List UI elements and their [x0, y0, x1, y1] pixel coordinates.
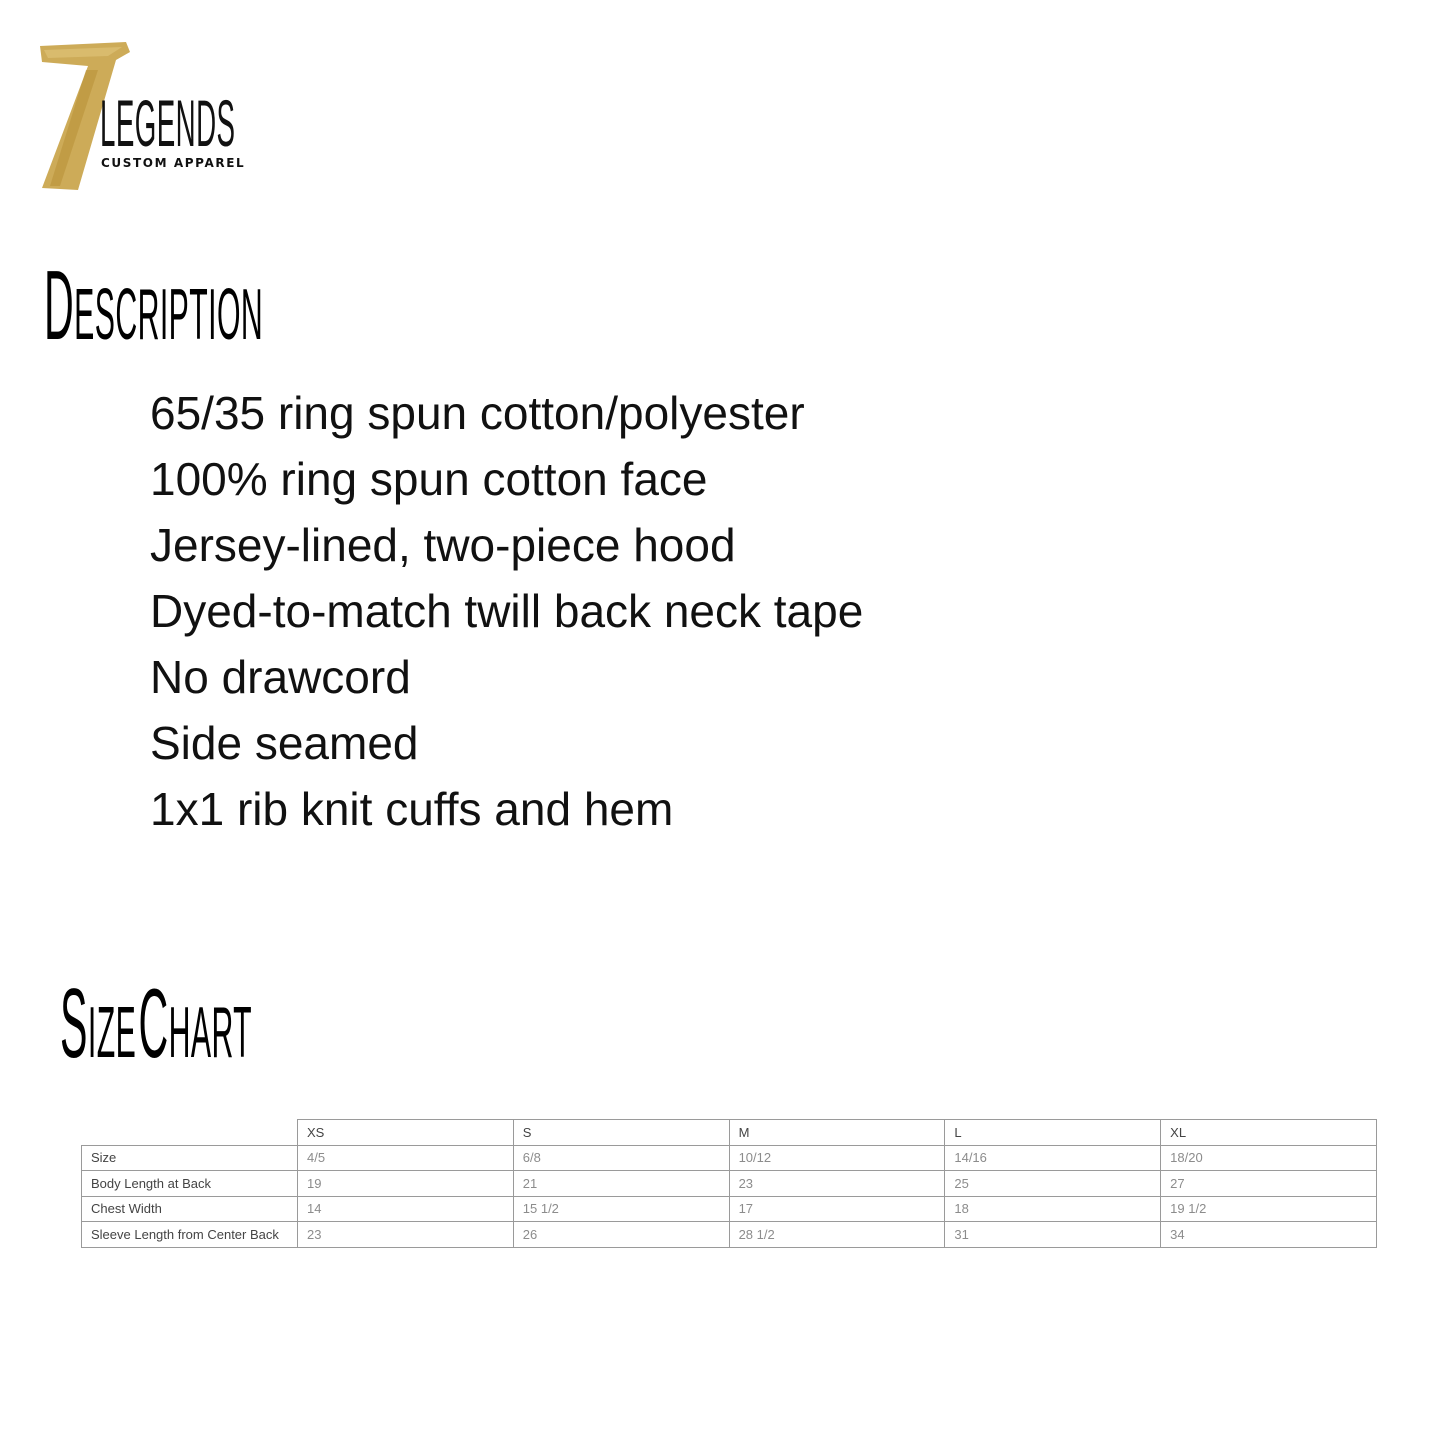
- table-cell: 26: [513, 1222, 729, 1248]
- table-cell: 23: [729, 1171, 945, 1197]
- brand-logo: [38, 40, 258, 192]
- description-list: [150, 380, 863, 842]
- description-item: 65/35 ring spun cotton/polyester: [150, 387, 805, 439]
- table-cell: 14: [297, 1196, 513, 1222]
- column-header: L: [945, 1120, 1161, 1146]
- size-chart-table: [81, 1119, 1377, 1248]
- table-cell: 14/16: [945, 1145, 1161, 1171]
- table-corner-cell: [82, 1120, 298, 1146]
- table-cell: 18: [945, 1196, 1161, 1222]
- column-header: XS: [297, 1120, 513, 1146]
- table-cell: 34: [1161, 1222, 1377, 1248]
- heading-rest: IZE: [87, 993, 137, 1073]
- table-header-row: [82, 1120, 1377, 1146]
- column-header: XL: [1161, 1120, 1377, 1146]
- table-cell: 31: [945, 1222, 1161, 1248]
- heading-rest: ESCRIPTION: [74, 275, 264, 355]
- table-row: [82, 1171, 1377, 1197]
- logo-subtitle: CUSTOM APPAREL: [101, 156, 246, 170]
- description-item: No drawcord: [150, 651, 411, 703]
- table-cell: 23: [297, 1222, 513, 1248]
- row-label: Sleeve Length from Center Back: [82, 1222, 298, 1248]
- column-header: S: [513, 1120, 729, 1146]
- row-label: Size: [82, 1145, 298, 1171]
- row-label: Chest Width: [82, 1196, 298, 1222]
- description-item: Jersey-lined, two-piece hood: [150, 519, 736, 571]
- table-cell: 18/20: [1161, 1145, 1377, 1171]
- table-cell: 25: [945, 1171, 1161, 1197]
- description-item: 1x1 rib knit cuffs and hem: [150, 783, 674, 835]
- column-header: M: [729, 1120, 945, 1146]
- table-row: [82, 1196, 1377, 1222]
- table-cell: 15 1/2: [513, 1196, 729, 1222]
- logo-wordmark: LEGENDS: [100, 86, 236, 160]
- table-cell: 17: [729, 1196, 945, 1222]
- description-item: Side seamed: [150, 717, 419, 769]
- table-cell: 21: [513, 1171, 729, 1197]
- description-item: Dyed-to-match twill back neck tape: [150, 585, 864, 637]
- table-row: [82, 1145, 1377, 1171]
- size-chart-heading: [60, 968, 253, 1102]
- description-heading: [44, 250, 264, 384]
- heading-rest: HART: [168, 993, 253, 1073]
- table-row: [82, 1222, 1377, 1248]
- heading-initial: D: [44, 250, 75, 360]
- description-item: 100% ring spun cotton face: [150, 453, 708, 505]
- table-cell: 28 1/2: [729, 1222, 945, 1248]
- heading-initial: C: [138, 968, 169, 1078]
- table-cell: 10/12: [729, 1145, 945, 1171]
- heading-initial: S: [60, 968, 88, 1078]
- row-label: Body Length at Back: [82, 1171, 298, 1197]
- table-cell: 27: [1161, 1171, 1377, 1197]
- table-cell: 19 1/2: [1161, 1196, 1377, 1222]
- table-cell: 19: [297, 1171, 513, 1197]
- table-cell: 6/8: [513, 1145, 729, 1171]
- table-cell: 4/5: [297, 1145, 513, 1171]
